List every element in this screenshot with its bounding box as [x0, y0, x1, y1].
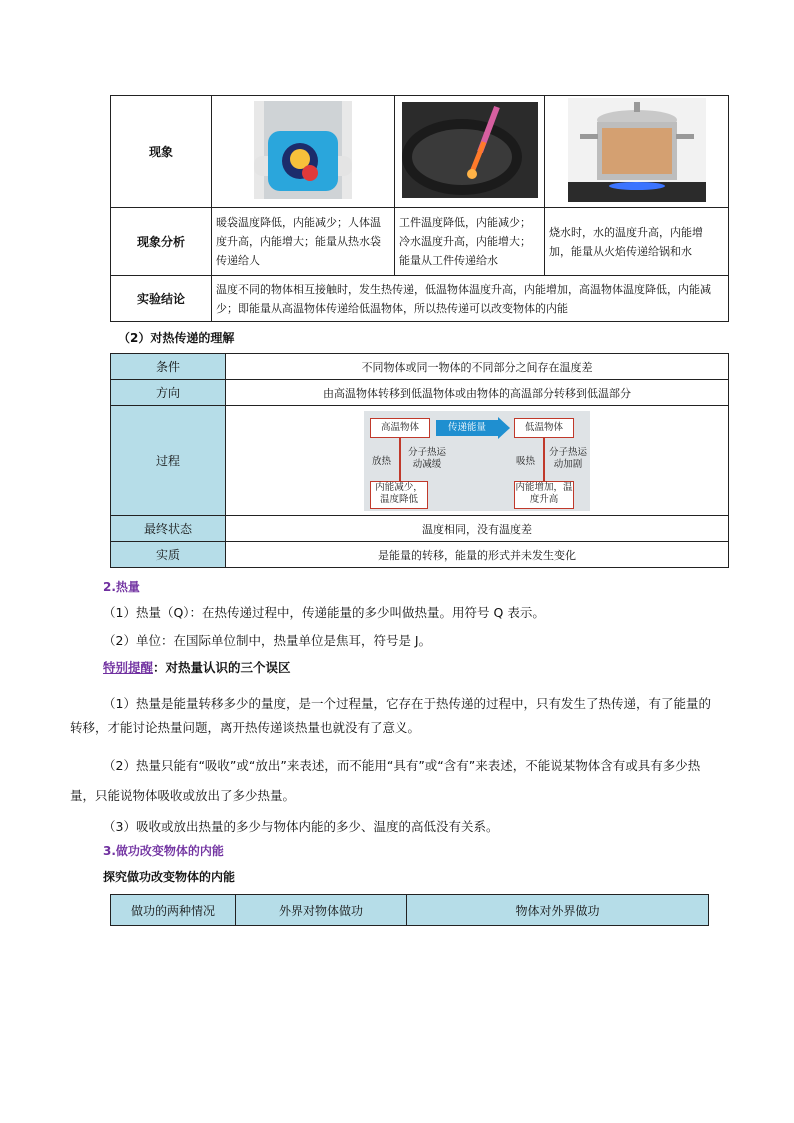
label-condition: 条件 — [111, 354, 226, 380]
work-header-object: 物体对外界做功 — [407, 895, 709, 926]
section-title-understanding: （2）对热传递的理解 — [118, 331, 235, 345]
analysis-pot: 烧水时，水的温度升高，内能增加，能量从火焰传递给锅和水 — [545, 208, 729, 276]
process-diagram — [364, 411, 590, 511]
label-essence: 实质 — [111, 542, 226, 568]
heat-definition: （1）热量（Q）：在热传递过程中，传递能量的多少叫做热量。用符号 Q 表示。 — [103, 605, 545, 620]
transfer-energy-arrow: 传递能量 — [436, 420, 498, 436]
work-section-subtitle: 探究做功改变物体的内能 — [103, 870, 236, 884]
row-label-conclusion: 实验结论 — [111, 276, 212, 322]
quenching-image — [402, 102, 538, 198]
row-label-phenomenon: 现象 — [111, 96, 212, 208]
special-note-label: 特别提醒 — [103, 660, 154, 675]
conclusion-text: 温度不同的物体相互接触时，发生热传递，低温物体温度升高，内能增加，高温物体温度降低，内能减少；即能量从高温物体传递给低温物体，所以热传递可以改变物体的内能 — [212, 276, 729, 322]
value-condition: 不同物体或同一物体的不同部分之间存在温度差 — [226, 354, 729, 380]
cold-down-line — [543, 438, 545, 482]
arrow-head-icon — [498, 417, 510, 439]
release-heat-label: 放热 — [372, 455, 392, 467]
misconception-2: （2）热量只能有“吸收”或“放出”来表述，而不能用“具有”或“含有”来表述，不能说某物体含有或具有多少热量，只能说物体吸收或放出了多少热量。 — [70, 758, 701, 803]
value-final-state: 温度相同，没有温度差 — [226, 516, 729, 542]
work-header-external: 外界对物体做功 — [236, 895, 407, 926]
hot-down-line — [399, 438, 401, 482]
cold-result-box: 内能增加，温度升高 — [514, 481, 574, 509]
value-essence: 是能量的转移，能量的形式并未发生变化 — [226, 542, 729, 568]
hot-result-box: 内能减少，温度降低 — [370, 481, 428, 509]
misconception-1: （1）热量是能量转移多少的量度，是一个过程量，它存在于热传递的过程中，只有发生了热传递，有了能量的转移，才能讨论热量问题，离开热传递谈热量也就没有了意义。 — [70, 696, 711, 735]
analysis-hot-water-bag: 暖袋温度降低，内能减少；人体温度升高，内能增大；能量从热水袋传递给人 — [212, 208, 395, 276]
work-header-cases: 做功的两种情况 — [111, 895, 236, 926]
analysis-quenching: 工件温度降低，内能减少；冷水温度升高，内能增大；能量从工件传递给水 — [395, 208, 545, 276]
pot-on-stove-image — [568, 98, 706, 202]
label-process: 过程 — [111, 406, 226, 516]
hot-motion-label: 分子热运动减缓 — [407, 446, 446, 470]
value-direction: 由高温物体转移到低温物体或由物体的高温部分转移到低温部分 — [226, 380, 729, 406]
pot-on-stove-photo-cell — [545, 96, 729, 208]
hot-water-bag-image — [254, 101, 352, 199]
hot-water-bag-photo-cell — [212, 96, 395, 208]
label-final-state: 最终状态 — [111, 516, 226, 542]
heat-transfer-understanding-table — [110, 353, 729, 568]
cold-object-box: 低温物体 — [514, 418, 574, 438]
label-direction: 方向 — [111, 380, 226, 406]
heat-unit: （2）单位：在国际单位制中，热量单位是焦耳，符号是 J。 — [103, 633, 432, 648]
heat-section-title: 2.热量 — [103, 580, 140, 594]
work-section-title: 3.做功改变物体的内能 — [103, 844, 224, 858]
absorb-heat-label: 吸热 — [516, 455, 536, 467]
quenching-photo-cell — [395, 96, 545, 208]
cold-motion-label: 分子热运动加剧 — [548, 446, 587, 470]
misconception-3: （3）吸收或放出热量的多少与物体内能的多少、温度的高低没有关系。 — [103, 819, 499, 834]
heat-transfer-phenomena-table — [110, 95, 729, 322]
process-diagram-cell — [226, 406, 729, 516]
hot-object-box: 高温物体 — [370, 418, 430, 438]
special-note — [103, 658, 291, 677]
row-label-analysis: 现象分析 — [111, 208, 212, 276]
work-cases-table — [110, 894, 709, 926]
special-note-text: ：对热量认识的三个误区 — [153, 660, 291, 675]
